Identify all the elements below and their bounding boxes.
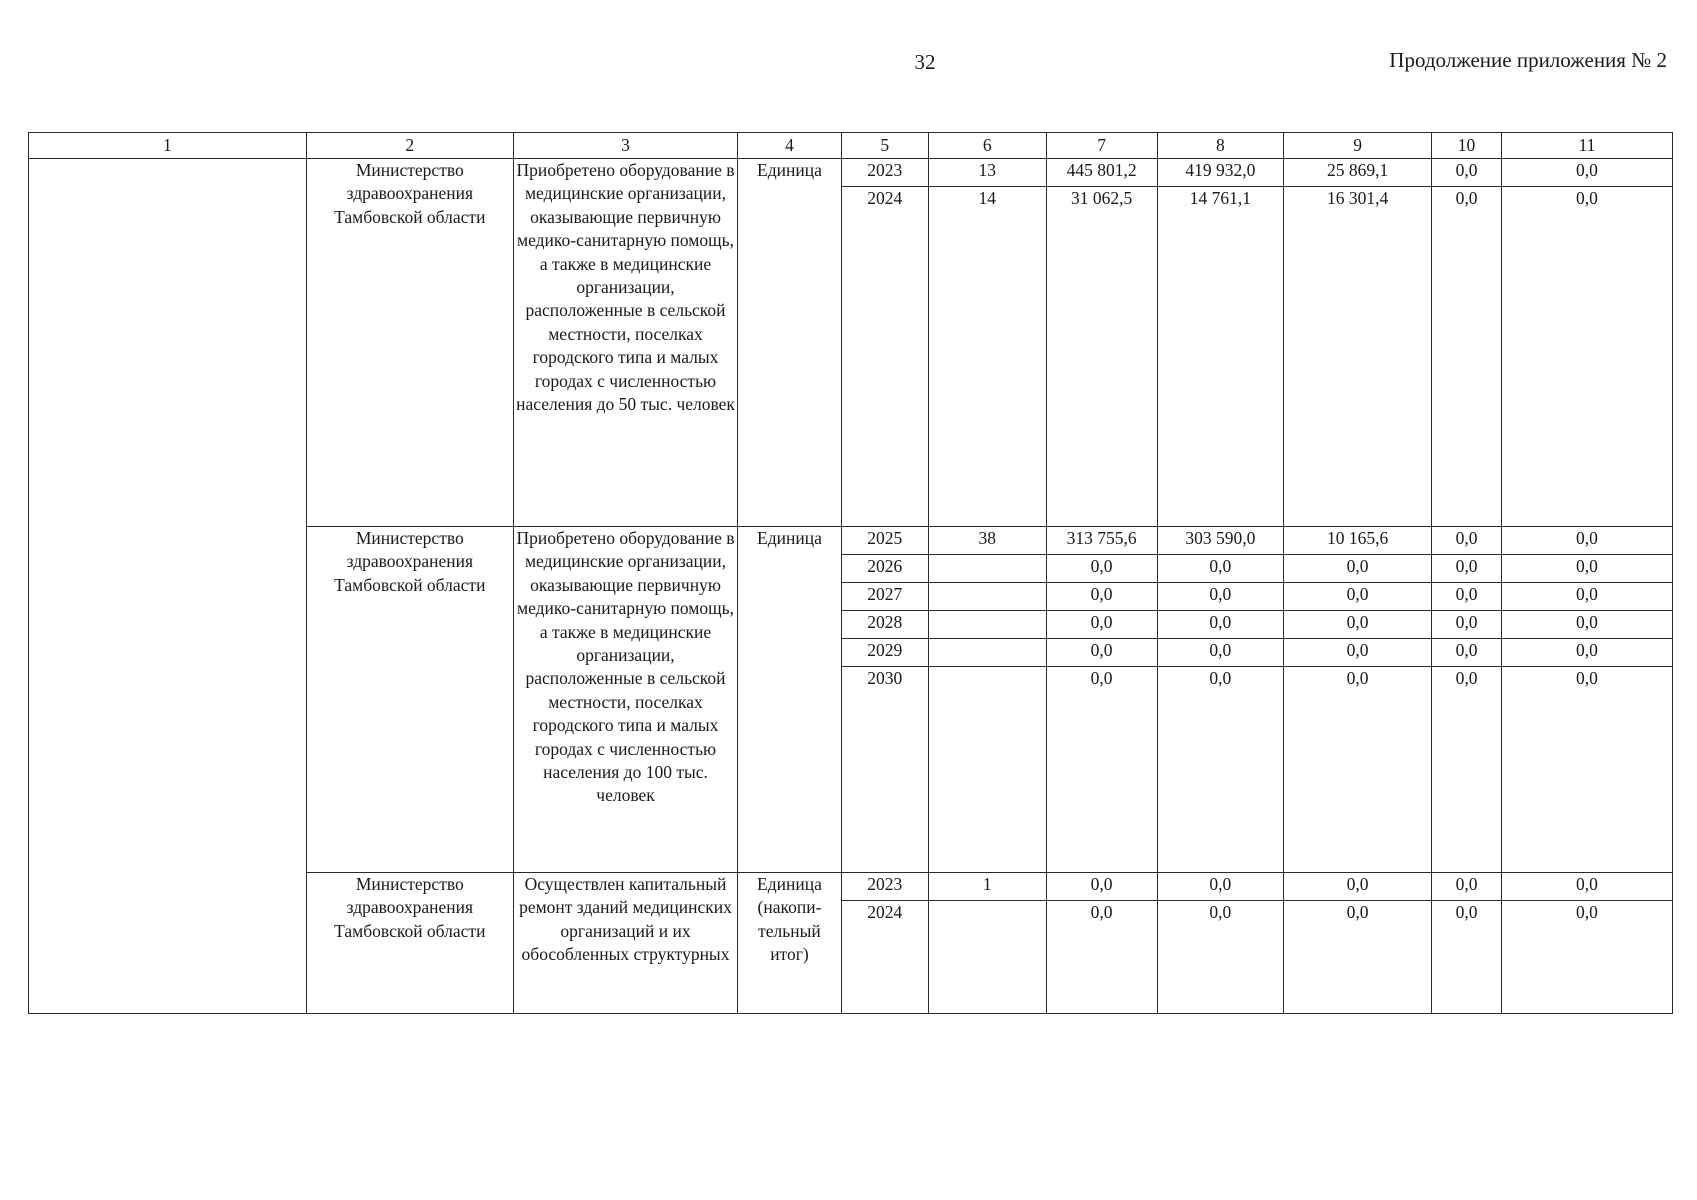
value-cell-8: 303 590,0 xyxy=(1157,527,1283,555)
value-cell-11: 0,0 xyxy=(1501,901,1672,1014)
value-cell-8: 0,0 xyxy=(1157,639,1283,667)
count-cell xyxy=(928,639,1046,667)
count-cell: 14 xyxy=(928,187,1046,527)
value-cell-9: 16 301,4 xyxy=(1284,187,1432,527)
year-cell: 2024 xyxy=(841,187,928,527)
count-cell xyxy=(928,555,1046,583)
responsible-cell: Министерство здравоохранения Тамбовской области xyxy=(306,873,513,1014)
value-cell-11: 0,0 xyxy=(1501,159,1672,187)
value-cell-10: 0,0 xyxy=(1432,555,1502,583)
responsible-cell: Министерство здравоохранения Тамбовской области xyxy=(306,159,513,527)
value-cell-7: 313 755,6 xyxy=(1046,527,1157,555)
column-1-cell xyxy=(29,159,307,1014)
responsible-cell: Министерство здравоохранения Тамбовской области xyxy=(306,527,513,873)
value-cell-8: 419 932,0 xyxy=(1157,159,1283,187)
value-cell-8: 0,0 xyxy=(1157,901,1283,1014)
table-row xyxy=(29,159,1673,187)
column-header-6: 6 xyxy=(928,133,1046,159)
value-cell-9: 0,0 xyxy=(1284,611,1432,639)
column-header-11: 11 xyxy=(1501,133,1672,159)
column-header-3: 3 xyxy=(513,133,737,159)
value-cell-10: 0,0 xyxy=(1432,611,1502,639)
value-cell-8: 14 761,1 xyxy=(1157,187,1283,527)
count-cell xyxy=(928,901,1046,1014)
year-cell: 2025 xyxy=(841,527,928,555)
year-cell: 2030 xyxy=(841,667,928,873)
value-cell-9: 0,0 xyxy=(1284,901,1432,1014)
value-cell-11: 0,0 xyxy=(1501,583,1672,611)
unit-cell: Единица (накопи-тельный итог) xyxy=(738,873,841,1014)
value-cell-7: 445 801,2 xyxy=(1046,159,1157,187)
unit-cell: Единица xyxy=(738,159,841,527)
value-cell-9: 0,0 xyxy=(1284,873,1432,901)
year-cell: 2024 xyxy=(841,901,928,1014)
value-cell-11: 0,0 xyxy=(1501,187,1672,527)
value-cell-10: 0,0 xyxy=(1432,583,1502,611)
value-cell-11: 0,0 xyxy=(1501,873,1672,901)
data-table xyxy=(28,132,1673,1014)
unit-cell: Единица xyxy=(738,527,841,873)
value-cell-10: 0,0 xyxy=(1432,527,1502,555)
column-header-10: 10 xyxy=(1432,133,1502,159)
page-number: 32 xyxy=(914,50,936,74)
column-header-4: 4 xyxy=(738,133,841,159)
value-cell-8: 0,0 xyxy=(1157,583,1283,611)
value-cell-7: 0,0 xyxy=(1046,583,1157,611)
value-cell-11: 0,0 xyxy=(1501,555,1672,583)
value-cell-9: 0,0 xyxy=(1284,639,1432,667)
appendix-note: Продолжение приложения № 2 xyxy=(1389,48,1667,72)
year-cell: 2023 xyxy=(841,159,928,187)
column-header-7: 7 xyxy=(1046,133,1157,159)
value-cell-7: 0,0 xyxy=(1046,901,1157,1014)
value-cell-9: 0,0 xyxy=(1284,583,1432,611)
year-cell: 2029 xyxy=(841,639,928,667)
column-header-8: 8 xyxy=(1157,133,1283,159)
count-cell xyxy=(928,583,1046,611)
value-cell-11: 0,0 xyxy=(1501,527,1672,555)
value-cell-7: 0,0 xyxy=(1046,873,1157,901)
value-cell-8: 0,0 xyxy=(1157,667,1283,873)
value-cell-7: 0,0 xyxy=(1046,667,1157,873)
value-cell-9: 0,0 xyxy=(1284,555,1432,583)
value-cell-10: 0,0 xyxy=(1432,639,1502,667)
value-cell-7: 0,0 xyxy=(1046,639,1157,667)
year-cell: 2027 xyxy=(841,583,928,611)
count-cell xyxy=(928,611,1046,639)
value-cell-7: 31 062,5 xyxy=(1046,187,1157,527)
column-number-row xyxy=(29,133,1673,159)
result-cell: Осуществлен капитальный ремонт зданий медицинских организаций и их обособленных структурных xyxy=(513,873,737,1014)
count-cell: 13 xyxy=(928,159,1046,187)
value-cell-8: 0,0 xyxy=(1157,873,1283,901)
value-cell-9: 10 165,6 xyxy=(1284,527,1432,555)
column-header-1: 1 xyxy=(29,133,307,159)
year-cell: 2026 xyxy=(841,555,928,583)
value-cell-9: 0,0 xyxy=(1284,667,1432,873)
value-cell-10: 0,0 xyxy=(1432,667,1502,873)
value-cell-11: 0,0 xyxy=(1501,611,1672,639)
value-cell-11: 0,0 xyxy=(1501,667,1672,873)
count-cell: 38 xyxy=(928,527,1046,555)
value-cell-11: 0,0 xyxy=(1501,639,1672,667)
result-cell: Приобретено оборудование в медицинские организации, оказывающие первичную медико-санитарную помощь, а также в медицинские организации, расположенные в сельской местности, поселках городского типа и малых городах с численностью населения до 100 тыс. человек xyxy=(513,527,737,873)
value-cell-9: 25 869,1 xyxy=(1284,159,1432,187)
value-cell-10: 0,0 xyxy=(1432,901,1502,1014)
value-cell-10: 0,0 xyxy=(1432,187,1502,527)
value-cell-7: 0,0 xyxy=(1046,611,1157,639)
year-cell: 2023 xyxy=(841,873,928,901)
result-cell: Приобретено оборудование в медицинские организации, оказывающие первичную медико-санитарную помощь, а также в медицинские организации, расположенные в сельской местности, поселках городского типа и малых городах с численностью населения до 50 тыс. человек xyxy=(513,159,737,527)
value-cell-10: 0,0 xyxy=(1432,159,1502,187)
count-cell xyxy=(928,667,1046,873)
count-cell: 1 xyxy=(928,873,1046,901)
column-header-5: 5 xyxy=(841,133,928,159)
value-cell-10: 0,0 xyxy=(1432,873,1502,901)
column-header-9: 9 xyxy=(1284,133,1432,159)
value-cell-8: 0,0 xyxy=(1157,555,1283,583)
value-cell-7: 0,0 xyxy=(1046,555,1157,583)
value-cell-8: 0,0 xyxy=(1157,611,1283,639)
year-cell: 2028 xyxy=(841,611,928,639)
column-header-2: 2 xyxy=(306,133,513,159)
